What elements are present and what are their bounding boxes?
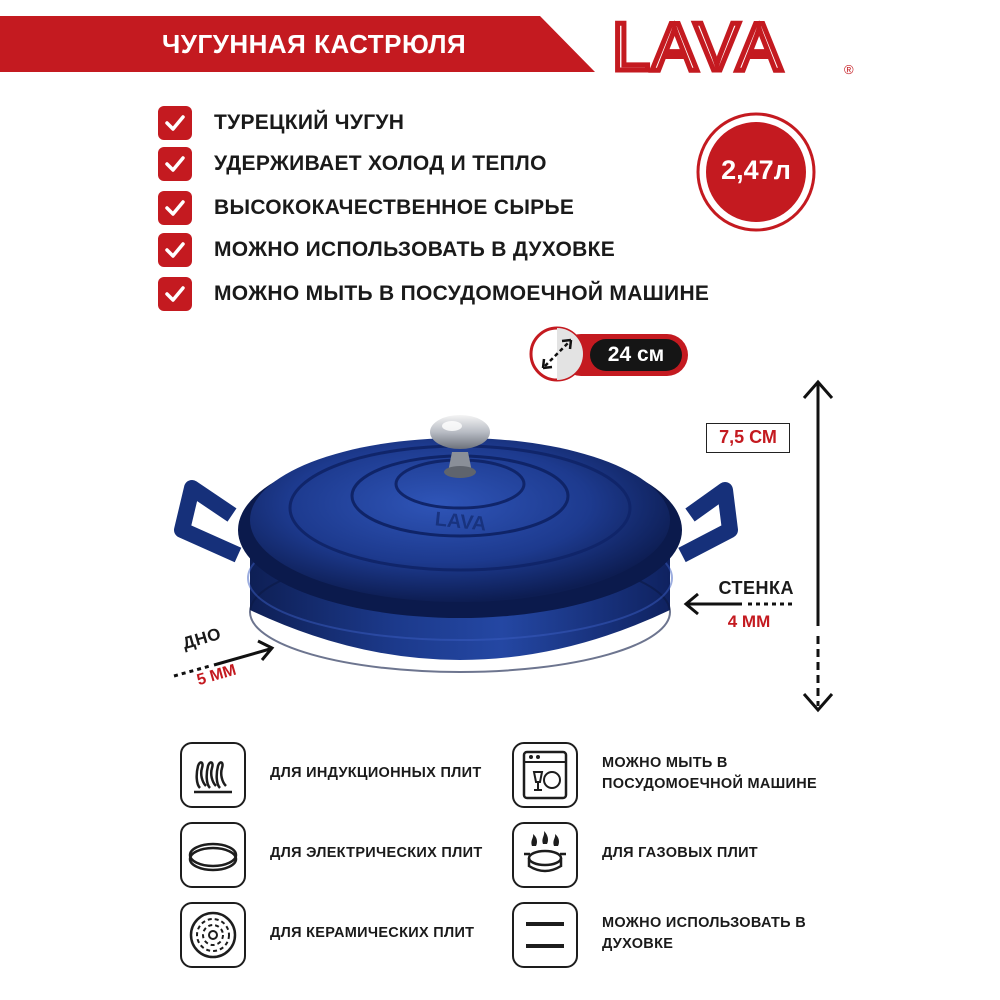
volume-value: 2,47л [721,155,791,185]
check-icon [158,277,192,311]
compat-dishwasher-line-1: МОЖНО МЫТЬ В [602,755,728,771]
electric-plate-icon [180,822,246,888]
registered-mark: ® [844,62,854,77]
feature-label: ТУРЕЦКИЙ ЧУГУН [214,111,405,134]
compat-oven-line-1: МОЖНО ИСПОЛЬЗОВАТЬ В [602,915,806,931]
diameter-icon [528,325,586,383]
compat-gas-label: ДЛЯ ГАЗОВЫХ ПЛИТ [602,845,758,861]
ceramic-plate-icon [180,902,246,968]
feature-item [158,106,404,140]
dishwasher-icon [512,742,578,808]
feature-item [158,277,709,311]
feature-label: МОЖНО ИСПОЛЬЗОВАТЬ В ДУХОВКЕ [214,238,616,261]
height-dimension-arrow [790,376,846,716]
feature-item [158,191,574,225]
compat-oven-label [602,913,806,955]
check-icon [158,191,192,225]
gas-burner-icon [512,822,578,888]
feature-label: МОЖНО МЫТЬ В ПОСУДОМОЕЧНОЙ МАШИНЕ [214,282,710,305]
bottom-value: 5 ММ [195,661,239,690]
check-icon [158,147,192,181]
feature-item [158,233,615,267]
wall-label: СТЕНКА [718,578,794,598]
bottom-label: ДНО [180,623,224,654]
feature-label: УДЕРЖИВАЕТ ХОЛОД И ТЕПЛО [214,152,547,175]
compat-dishwasher-line-2: ПОСУДОМОЕЧНОЙ МАШИНЕ [602,776,817,792]
diameter-value: 24 см [590,339,682,371]
brand-logo [612,8,862,84]
lid-emboss: LAVA [433,508,488,536]
compat-induction-label: ДЛЯ ИНДУКЦИОННЫХ ПЛИТ [270,765,482,781]
height-value: 7,5 СМ [706,423,790,453]
check-icon [158,233,192,267]
oven-icon [512,902,578,968]
compat-oven-line-2: ДУХОВКЕ [602,936,674,952]
banner-title: ЧУГУННАЯ КАСТРЮЛЯ [162,29,467,59]
brand-name: LAVA [612,9,784,84]
wall-value: 4 ММ [727,612,771,631]
feature-item [158,147,547,181]
induction-coil-icon [180,742,246,808]
check-icon [158,106,192,140]
compat-electric-label: ДЛЯ ЭЛЕКТРИЧЕСКИХ ПЛИТ [270,845,483,861]
feature-label: ВЫСОКОКАЧЕСТВЕННОЕ СЫРЬЕ [214,196,575,219]
compat-dishwasher-label [602,753,817,795]
compat-ceramic-label: ДЛЯ КЕРАМИЧЕСКИХ ПЛИТ [270,925,475,941]
